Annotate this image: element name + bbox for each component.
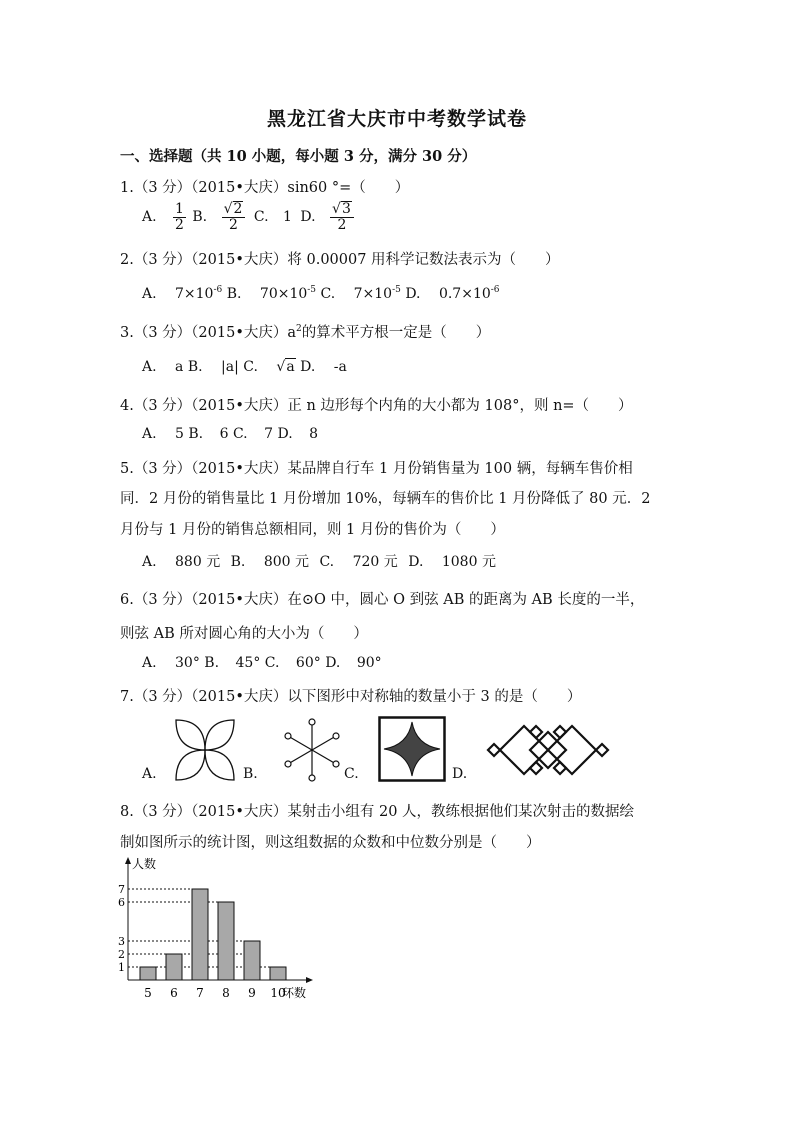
option-c-text: 60° xyxy=(295,655,321,671)
question-1-options xyxy=(142,201,356,233)
option-b-label: B. xyxy=(226,285,242,302)
page-title: 黑龙江省大庆市中考数学试卷 xyxy=(266,108,527,130)
option-c-label: C. xyxy=(320,285,336,302)
option-b-text: 70×10 xyxy=(259,285,308,302)
question-5-line-1: 5.（3 分）（2015•大庆）某品牌自行车 1 月份销售量为 100 辆，每辆车售价相 xyxy=(120,461,633,477)
option-d-text: 0.7×10 xyxy=(438,285,491,302)
question-6-line-1: 6.（3 分）（2015•大庆）在⊙O 中，圆心 O 到弦 AB 的距离为 AB 长度的一半， xyxy=(120,592,645,608)
option-c-text: 7 xyxy=(264,426,274,442)
option-a-text: 7×10 xyxy=(175,285,214,302)
option-b-label: B. xyxy=(230,554,246,570)
option-a-label: A. xyxy=(142,426,157,442)
option-a-label: A. xyxy=(142,359,157,375)
x-tick-label: 6 xyxy=(170,986,178,1000)
option-b-fraction: $\frac{√2}{2}$ xyxy=(222,201,246,233)
y-axis-label: 人数 xyxy=(132,857,157,871)
curved-star-square-figure xyxy=(378,716,446,782)
question-3-options xyxy=(142,358,347,375)
x-tick-label: 5 xyxy=(144,986,152,1000)
y-tick-label: 1 xyxy=(118,961,125,974)
option-a-label: A. xyxy=(142,209,157,225)
question-1-stem: 1.（3 分）（2015•大庆）sin60 °=（ ） xyxy=(120,180,410,196)
option-b-label: B. xyxy=(188,426,204,442)
question-5-options xyxy=(142,551,496,571)
option-b-label: B. xyxy=(243,766,258,782)
option-c-label: C. xyxy=(243,359,258,375)
option-d-label: D. xyxy=(300,359,316,375)
x-tick-label: 10 xyxy=(270,986,286,1000)
x-tick-label: 7 xyxy=(196,986,204,1000)
option-c-text: 720 元 xyxy=(352,554,398,570)
bar xyxy=(270,967,286,980)
option-b-text: 45° xyxy=(235,655,261,671)
option-d-label: D. xyxy=(408,554,424,570)
option-d-text: -a xyxy=(333,359,347,375)
option-a-label: A. xyxy=(142,285,157,302)
option-d-label: D. xyxy=(452,766,468,782)
question-6-options xyxy=(142,655,382,671)
y-axis-arrow-icon xyxy=(125,857,131,864)
option-d-text: 90° xyxy=(356,655,382,671)
option-a-label: A. xyxy=(142,655,157,671)
bar-chart xyxy=(110,852,340,1002)
section-heading: 一、选择题（共 10 小题，每小题 3 分，满分 30 分） xyxy=(120,148,477,165)
x-tick-label: 9 xyxy=(248,986,256,1000)
option-a-text: 30° xyxy=(175,655,200,671)
question-5-line-2: 同．2 月份的销售量比 1 月份增加 10%，每辆车的售价比 1 月份降低了 80 元．2 xyxy=(120,491,651,507)
option-c-text: 7×10 xyxy=(353,285,393,302)
y-tick-label: 7 xyxy=(118,883,125,896)
option-d-label: D. xyxy=(300,209,316,225)
option-d-label: D. xyxy=(405,285,421,302)
x-axis-label: 环数 xyxy=(282,986,307,1000)
option-c-text: 1 xyxy=(283,209,292,225)
option-b-label: B. xyxy=(192,209,208,225)
y-tick-label: 3 xyxy=(118,935,125,948)
bar xyxy=(166,954,182,980)
option-a-text: a xyxy=(175,359,184,375)
sqrt-icon: √a xyxy=(276,359,295,375)
option-d-fraction: $\frac{√3}{2}$ xyxy=(330,201,354,233)
question-8-line-2: 制如图所示的统计图，则这组数据的众数和中位数分别是（ ） xyxy=(120,835,541,851)
four-petal-figure xyxy=(170,718,240,782)
option-c-label: C. xyxy=(253,209,269,225)
option-d-text: 8 xyxy=(309,426,319,442)
interlocking-diamonds-figure xyxy=(488,720,608,780)
question-5-line-3: 月份与 1 月份的销售总额相同，则 1 月份的售价为（ ） xyxy=(120,522,505,538)
option-d-label: D. xyxy=(277,426,293,442)
option-c-label: C. xyxy=(264,655,280,671)
option-b-text: 6 xyxy=(219,426,229,442)
sqrt-icon: √2 xyxy=(223,201,243,217)
x-tick-label: 8 xyxy=(222,986,230,1000)
option-a-fraction: $\frac{1}{2}$ xyxy=(175,200,184,233)
question-8-line-1: 8.（3 分）（2015•大庆）某射击小组有 20 人，教练根据他们某次射击的数据绘 xyxy=(120,804,635,820)
question-2-stem: 2.（3 分）（2015•大庆）将 0.00007 用科学记数法表示为（ ） xyxy=(120,252,560,268)
question-6-line-2: 则弦 AB 所对圆心角的大小为（ ） xyxy=(120,626,368,642)
option-a-text: 880 元 xyxy=(175,554,221,570)
bar xyxy=(140,967,156,980)
option-c-label: C. xyxy=(232,426,248,442)
question-4-options xyxy=(142,426,318,442)
question-7-stem: 7.（3 分）（2015•大庆）以下图形中对称轴的数量小于 3 的是（ ） xyxy=(120,689,582,705)
six-spoke-star-figure xyxy=(280,718,344,782)
x-axis-arrow-icon xyxy=(306,977,313,983)
bar xyxy=(244,941,260,980)
bar xyxy=(218,902,234,980)
option-d-text: 1080 元 xyxy=(441,554,496,570)
option-a-label: A. xyxy=(142,766,157,782)
question-3-stem: 3.（3 分）（2015•大庆）$a^2$的算术平方根一定是（ ） xyxy=(120,324,491,341)
option-b-text: 800 元 xyxy=(263,554,310,570)
sqrt-icon: √3 xyxy=(332,201,351,217)
bar xyxy=(192,889,208,980)
question-2-options: A. $7\times 10^{-6}$ B. $70\times 10^{-5}$ C. $7\times 10^{-5}$ D. $0.7\times 10^{-6}$ xyxy=(142,285,500,302)
option-b-label: B. xyxy=(204,655,220,671)
question-4-stem: 4.（3 分）（2015•大庆）正 n 边形每个内角的大小都为 108°，则 n=（ ） xyxy=(120,398,633,414)
y-tick-label: 6 xyxy=(118,896,125,909)
option-b-label: B. xyxy=(187,359,203,375)
option-b-text: |a| xyxy=(221,359,239,375)
option-a-label: A. xyxy=(142,554,157,570)
option-d-label: D. xyxy=(325,655,341,671)
y-tick-label: 2 xyxy=(118,948,125,961)
option-a-text: 5 xyxy=(175,426,184,442)
option-c-label: C. xyxy=(344,766,359,782)
option-c-label: C. xyxy=(319,554,335,570)
